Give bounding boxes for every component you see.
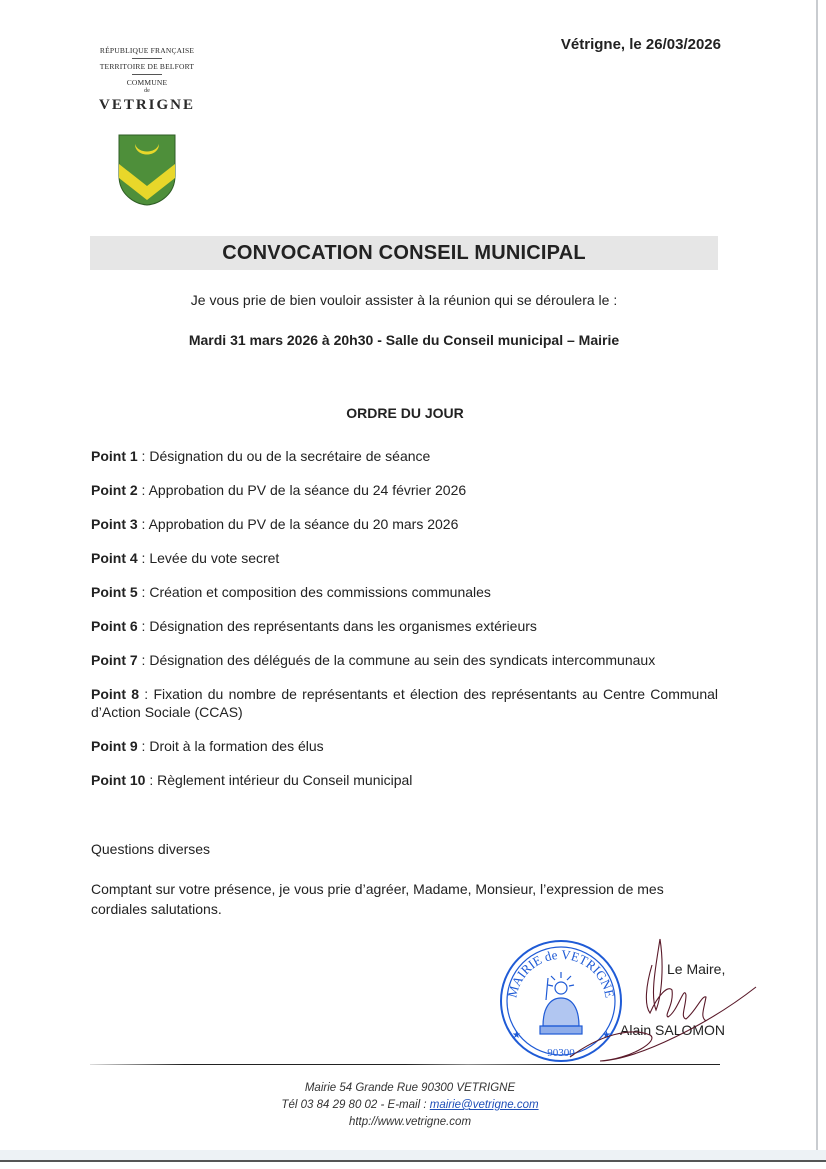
agenda-item-separator: : [137, 482, 149, 498]
letterhead [84, 46, 210, 114]
agenda-item-separator: : [145, 772, 158, 788]
agenda-heading: ORDRE DU JOUR [346, 405, 464, 421]
letterhead-divider [132, 58, 162, 59]
agenda-item [91, 737, 718, 771]
signature-stroke [646, 939, 706, 1021]
handwritten-signature-icon [560, 935, 760, 1065]
signatory-name: Alain SALOMON [620, 1022, 726, 1038]
footer-website: http://www.vetrigne.com [348, 1116, 472, 1128]
agenda-item-label: Point 9 [91, 738, 138, 754]
agenda-item [91, 447, 718, 481]
footer-address: Mairie 54 Grande Rue 90300 VETRIGNE [304, 1082, 516, 1094]
agenda-item-label: Point 5 [91, 584, 138, 600]
scan-edge [816, 0, 818, 1150]
agenda-item-separator: : [139, 686, 154, 702]
agenda-item-text: Fixation du nombre de représentants et élection des représentants au Centre Communal d’Action Sociale (CCAS) [91, 686, 718, 720]
agenda-item-label: Point 1 [91, 448, 138, 464]
agenda-item-text: Approbation du PV de la séance du 20 mars 2026 [148, 516, 459, 532]
agenda-item-label: Point 2 [91, 482, 138, 498]
agenda-item-text: Désignation du ou de la secrétaire de séance [149, 448, 431, 464]
agenda-item [91, 685, 718, 737]
letterhead-divider [132, 74, 162, 75]
agenda-item-text: Droit à la formation des élus [149, 738, 324, 754]
agenda-item-wrap [91, 685, 718, 721]
agenda-item-text: Désignation des délégués de la commune au sein des syndicats intercommunaux [149, 652, 656, 668]
footer-divider [90, 1064, 720, 1065]
footer-contact [200, 1097, 620, 1114]
agenda-item-separator: : [137, 584, 150, 600]
stamp-star-right: ★ [602, 1030, 611, 1041]
agenda-item-separator: : [137, 618, 150, 634]
footer-email-link[interactable]: mairie@vetrigne.com [429, 1099, 539, 1111]
agenda-item-text: Levée du vote secret [149, 550, 280, 566]
document-date: Vétrigne, le 26/03/2026 [560, 36, 721, 53]
letterhead-commune-label: COMMUNE [126, 78, 168, 87]
agenda-item [91, 549, 718, 583]
agenda-item-separator: : [137, 652, 150, 668]
agenda-item [91, 651, 718, 685]
coat-of-arms-icon [118, 134, 176, 206]
intro-text: Je vous prie de bien vouloir assister à la réunion qui se déroulera le : [190, 292, 618, 308]
stamp-arc-text: MAIRIE de VETRIGNE [504, 946, 618, 1000]
agenda-item-label: Point 8 [91, 686, 140, 702]
signatory-title: Le Maire, [667, 961, 726, 977]
stamp-postcode: 90300 [547, 1047, 575, 1059]
agenda-item-label: Point 3 [91, 516, 138, 532]
scan-bottom-band [0, 1150, 826, 1162]
agenda-item [91, 583, 718, 617]
stamp-star-left: ★ [512, 1030, 521, 1041]
letterhead-territory: TERRITOIRE DE BELFORT [99, 62, 195, 71]
letterhead-republic: RÉPUBLIQUE FRANÇAISE [99, 46, 195, 55]
agenda-item-label: Point 7 [91, 652, 138, 668]
agenda-item [91, 771, 718, 805]
agenda-item-text: Création et composition des commissions communales [149, 584, 491, 600]
agenda-item-separator: : [137, 738, 150, 754]
questions-diverses: Questions diverses [91, 841, 211, 857]
agenda-item-label: Point 10 [91, 772, 146, 788]
letterhead-de: de [144, 88, 150, 94]
agenda-item [91, 515, 718, 549]
agenda-item [91, 481, 718, 515]
signature-underline [570, 987, 756, 1061]
agenda-list [91, 447, 718, 805]
agenda-item-label: Point 6 [91, 618, 138, 634]
agenda-item-separator: : [137, 448, 150, 464]
footer-phone: Tél 03 84 29 80 02 - E-mail : [281, 1099, 430, 1111]
title-band [90, 236, 718, 270]
agenda-item-text: Approbation du PV de la séance du 24 février 2026 [148, 482, 467, 498]
meeting-details: Mardi 31 mars 2026 à 20h30 - Salle du Conseil municipal – Mairie [188, 332, 620, 348]
footer [200, 1080, 620, 1131]
letterhead-commune-name: VETRIGNE [98, 97, 196, 113]
document-title: CONVOCATION CONSEIL MUNICIPAL [222, 241, 586, 264]
agenda-item-label: Point 4 [91, 550, 138, 566]
agenda-item [91, 617, 718, 651]
closing-paragraph: Comptant sur votre présence, je vous prie d’agréer, Madame, Monsieur, l’expression de mes cordiales salutations. [91, 881, 664, 917]
agenda-item-separator: : [137, 550, 150, 566]
agenda-item-text: Désignation des représentants dans les organismes extérieurs [149, 618, 537, 634]
agenda-item-text: Règlement intérieur du Conseil municipal [157, 772, 413, 788]
agenda-item-separator: : [137, 516, 149, 532]
